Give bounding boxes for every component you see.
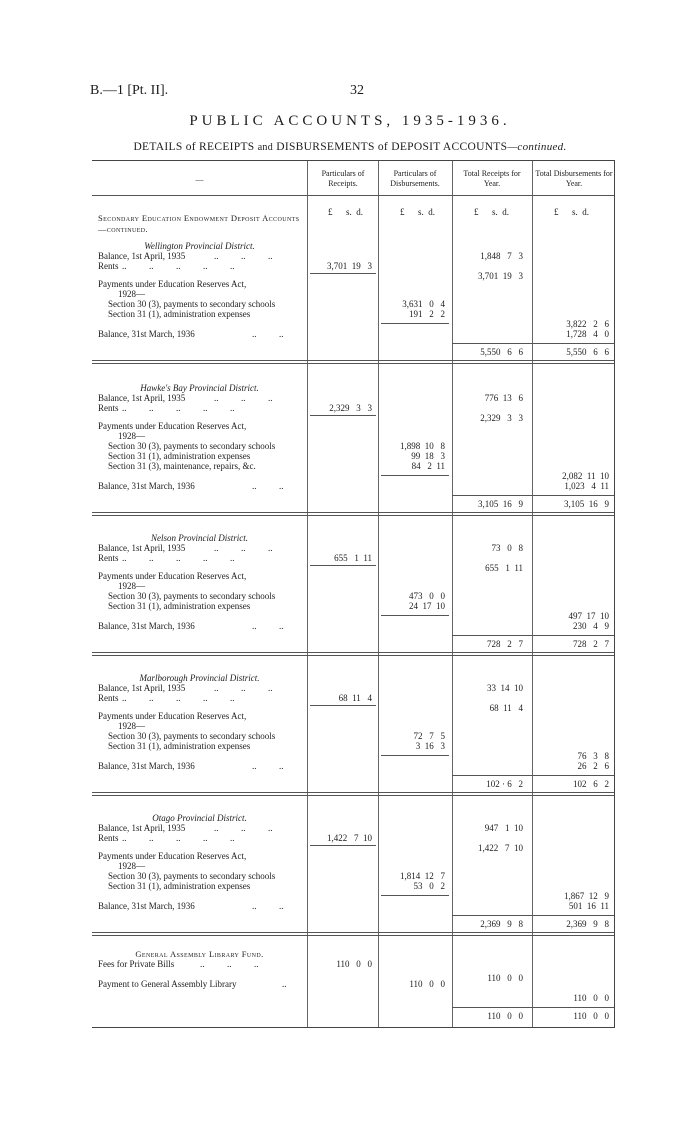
district-heading: Wellington Provincial District. <box>144 241 255 251</box>
total-receipts-open: 1,848 7 3 <box>480 251 523 261</box>
receipt-rents-value: 68 11 4 <box>338 693 372 703</box>
fees-label: Fees for Private Bills <box>98 959 175 969</box>
total-disbursements-balance: 230 4 9 <box>573 621 609 631</box>
block-separator <box>92 360 614 364</box>
balance-open-label: Balance, 1st April, 1935 <box>98 683 186 693</box>
disbursement-value: 84 2 11 <box>411 461 445 471</box>
total-receipts-sum: 728 2 7 <box>487 639 523 649</box>
rents-label: Rents <box>98 403 119 413</box>
balance-close-label: Balance, 31st March, 1936 <box>98 621 195 631</box>
total-receipts-rents: 3,701 19 3 <box>478 271 523 281</box>
money-units: £ s. d. <box>474 207 510 217</box>
rents-label: Rents <box>98 833 119 843</box>
underline <box>310 845 376 846</box>
column-header-disbursements: Particulars of Disbursements. <box>390 169 440 188</box>
leader-dots: .. .. .. .. .. <box>122 261 235 271</box>
leader-dots: .. .. <box>252 481 284 491</box>
column-header-receipts: Particulars of Receipts. <box>321 169 365 188</box>
library-heading: General Assembly Library Fund. <box>135 949 264 959</box>
disbursement-value: 72 7 5 <box>413 731 445 741</box>
column-divider <box>378 161 379 1027</box>
underline <box>452 635 614 636</box>
payment-item-label: Section 30 (3), payments to secondary schools <box>108 299 276 309</box>
leader-dots: .. <box>282 979 287 989</box>
disbursement-value: 3 16 3 <box>415 741 445 751</box>
total-receipts-open: 776 13 6 <box>484 393 523 403</box>
receipt-rents-value: 655 1 11 <box>334 553 372 563</box>
balance-open-label: Balance, 1st April, 1935 <box>98 823 186 833</box>
rents-label: Rents <box>98 553 119 563</box>
payment-item-label: Section 31 (1), administration expenses <box>108 741 251 751</box>
fees-receipt-value: 110 0 0 <box>336 959 372 969</box>
disbursement-value: 24 17 10 <box>409 601 445 611</box>
payment-item-label: Section 31 (1), administration expenses <box>108 309 251 319</box>
receipt-rents-value: 1,422 7 10 <box>327 833 372 843</box>
underline <box>381 755 449 756</box>
balance-close-label: Balance, 31st March, 1936 <box>98 901 195 911</box>
district-heading: Otago Provincial District. <box>152 813 247 823</box>
act-year-label: 1928— <box>118 861 145 871</box>
total-receipts-sum: 2,369 9 8 <box>480 919 523 929</box>
page-number: 32 <box>350 83 364 98</box>
underline <box>452 1007 614 1008</box>
leader-dots: .. .. .. .. .. <box>122 833 235 843</box>
total-disbursements-balance: 1,728 4 0 <box>566 329 609 339</box>
payment-item-label: Section 30 (3), payments to secondary schools <box>108 871 276 881</box>
act-year-label: 1928— <box>118 721 145 731</box>
balance-close-label: Balance, 31st March, 1936 <box>98 329 195 339</box>
underline <box>310 415 376 416</box>
payment-item-label: Section 31 (1), administration expenses <box>108 451 251 461</box>
library-total-receipts: 110 0 0 <box>487 973 523 983</box>
act-year-label: 1928— <box>118 289 145 299</box>
subtitle-and: and <box>257 142 274 153</box>
payments-label: Payments under Education Reserves Act, <box>98 571 247 581</box>
money-units: £ s. d. <box>328 207 364 217</box>
total-receipts-open: 73 0 8 <box>491 543 523 553</box>
section-heading: Secondary Education Endowment Deposit Accounts—continued. <box>98 213 300 234</box>
leader-dots: .. .. .. <box>214 251 273 261</box>
document-reference: B.—1 [Pt. II]. <box>90 83 169 98</box>
rents-label: Rents <box>98 693 119 703</box>
total-disbursements-balance: 1,023 4 11 <box>564 481 609 491</box>
underline <box>310 705 376 706</box>
total-receipts-rents: 2,329 3 3 <box>480 413 523 423</box>
total-disbursements-payments: 497 17 10 <box>568 611 609 621</box>
district-heading: Nelson Provincial District. <box>151 533 248 543</box>
payment-item-label: Section 31 (1), administration expenses <box>108 881 251 891</box>
underline <box>381 475 449 476</box>
payment-item-label: Section 31 (1), administration expenses <box>108 601 251 611</box>
block-separator <box>92 792 614 796</box>
library-total-disbursements: 110 0 0 <box>573 993 609 1003</box>
total-receipts-rents: 655 1 11 <box>485 563 523 573</box>
payments-label: Payments under Education Reserves Act, <box>98 279 247 289</box>
payments-label: Payments under Education Reserves Act, <box>98 711 247 721</box>
total-disbursements-sum: 102 6 2 <box>573 779 609 789</box>
underline <box>381 895 449 896</box>
payment-item-label: Section 30 (3), payments to secondary schools <box>108 731 276 741</box>
underline <box>452 343 614 344</box>
balance-close-label: Balance, 31st March, 1936 <box>98 761 195 771</box>
disbursement-value: 99 18 3 <box>411 451 445 461</box>
accounts-table <box>92 160 615 1028</box>
total-receipts-rents: 68 11 4 <box>489 703 523 713</box>
library-payment-value: 110 0 0 <box>409 979 445 989</box>
total-disbursements-payments: 76 3 8 <box>577 751 609 761</box>
leader-dots: .. .. .. <box>214 543 273 553</box>
column-header-total-disbursements: Total Disbursements for Year. <box>535 169 613 188</box>
balance-close-label: Balance, 31st March, 1936 <box>98 481 195 491</box>
total-receipts-sum: 102 · 6 2 <box>486 779 523 789</box>
district-heading: Marlborough Provincial District. <box>139 673 260 683</box>
leader-dots: .. .. <box>252 761 284 771</box>
library-total-receipts-sum: 110 0 0 <box>487 1011 523 1021</box>
total-disbursements-balance: 501 16 11 <box>568 901 609 911</box>
block-separator <box>92 652 614 656</box>
payments-label: Payments under Education Reserves Act, <box>98 851 247 861</box>
leader-dots: .. .. .. <box>200 959 259 969</box>
subtitle-part-b: DISBURSEMENTS of DEPOSIT ACCOUNTS <box>276 141 508 153</box>
payment-item-label: Section 30 (3), payments to secondary schools <box>108 591 276 601</box>
disbursement-value: 1,898 10 8 <box>400 441 445 451</box>
column-divider <box>307 161 308 1027</box>
total-receipts-open: 33 14 10 <box>487 683 523 693</box>
leader-dots: .. .. <box>252 901 284 911</box>
block-separator <box>92 932 614 936</box>
leader-dots: .. .. .. .. .. <box>122 693 235 703</box>
column-divider <box>532 161 533 1027</box>
leader-dots: .. .. .. <box>214 393 273 403</box>
total-disbursements-sum: 2,369 9 8 <box>566 919 609 929</box>
total-disbursements-payments: 3,822 2 6 <box>566 319 609 329</box>
balance-open-label: Balance, 1st April, 1935 <box>98 251 186 261</box>
disbursement-value: 1,814 12 7 <box>400 871 445 881</box>
page-title: PUBLIC ACCOUNTS, 1935-1936. <box>189 113 511 129</box>
underline <box>452 915 614 916</box>
money-units: £ s. d. <box>554 207 590 217</box>
total-disbursements-sum: 728 2 7 <box>573 639 609 649</box>
total-disbursements-sum: 3,105 16 9 <box>564 499 609 509</box>
total-disbursements-payments: 2,082 11 10 <box>562 471 609 481</box>
column-header-total-receipts: Total Receipts for Year. <box>463 169 521 188</box>
underline <box>310 565 376 566</box>
header-rule <box>92 195 614 196</box>
balance-open-label: Balance, 1st April, 1935 <box>98 543 186 553</box>
total-receipts-open: 947 1 10 <box>484 823 523 833</box>
total-receipts-sum: 3,105 16 9 <box>478 499 523 509</box>
leader-dots: .. .. <box>252 329 284 339</box>
underline <box>452 775 614 776</box>
column-divider <box>452 161 453 1027</box>
underline <box>381 323 449 324</box>
payments-label: Payments under Education Reserves Act, <box>98 421 247 431</box>
act-year-label: 1928— <box>118 431 145 441</box>
balance-open-label: Balance, 1st April, 1935 <box>98 393 186 403</box>
leader-dots: .. .. .. .. .. <box>122 553 235 563</box>
disbursement-value: 3,631 0 4 <box>402 299 445 309</box>
receipt-rents-value: 3,701 19 3 <box>327 261 372 271</box>
disbursement-value: 473 0 0 <box>409 591 445 601</box>
total-receipts-sum: 5,550 6 6 <box>480 347 523 357</box>
money-units: £ s. d. <box>400 207 436 217</box>
payment-label: Payment to General Assembly Library <box>98 979 237 989</box>
total-receipts-rents: 1,422 7 10 <box>478 843 523 853</box>
district-heading: Hawke's Bay Provincial District. <box>140 383 259 393</box>
underline <box>310 273 376 274</box>
rents-label: Rents <box>98 261 119 271</box>
subtitle-continued: —continued. <box>507 141 567 153</box>
act-year-label: 1928— <box>118 581 145 591</box>
leader-dots: .. .. .. .. .. <box>122 403 235 413</box>
disbursement-value: 191 2 2 <box>409 309 445 319</box>
library-total-disbursements-sum: 110 0 0 <box>573 1011 609 1021</box>
underline <box>452 495 614 496</box>
disbursement-value: 53 0 2 <box>413 881 445 891</box>
leader-dots: .. .. .. <box>214 683 273 693</box>
column-header-description: — <box>195 175 204 184</box>
leader-dots: .. .. <box>252 621 284 631</box>
leader-dots: .. .. .. <box>214 823 273 833</box>
payment-item-label: Section 31 (3), maintenance, repairs, &c. <box>108 461 256 471</box>
receipt-rents-value: 2,329 3 3 <box>329 403 372 413</box>
subtitle-part-a: DETAILS of RECEIPTS <box>133 141 255 153</box>
block-separator <box>92 512 614 516</box>
payment-item-label: Section 30 (3), payments to secondary schools <box>108 441 276 451</box>
page-subtitle <box>0 141 700 153</box>
total-disbursements-sum: 5,550 6 6 <box>566 347 609 357</box>
underline <box>381 615 449 616</box>
total-disbursements-balance: 26 2 6 <box>577 761 609 771</box>
total-disbursements-payments: 1,867 12 9 <box>564 891 609 901</box>
